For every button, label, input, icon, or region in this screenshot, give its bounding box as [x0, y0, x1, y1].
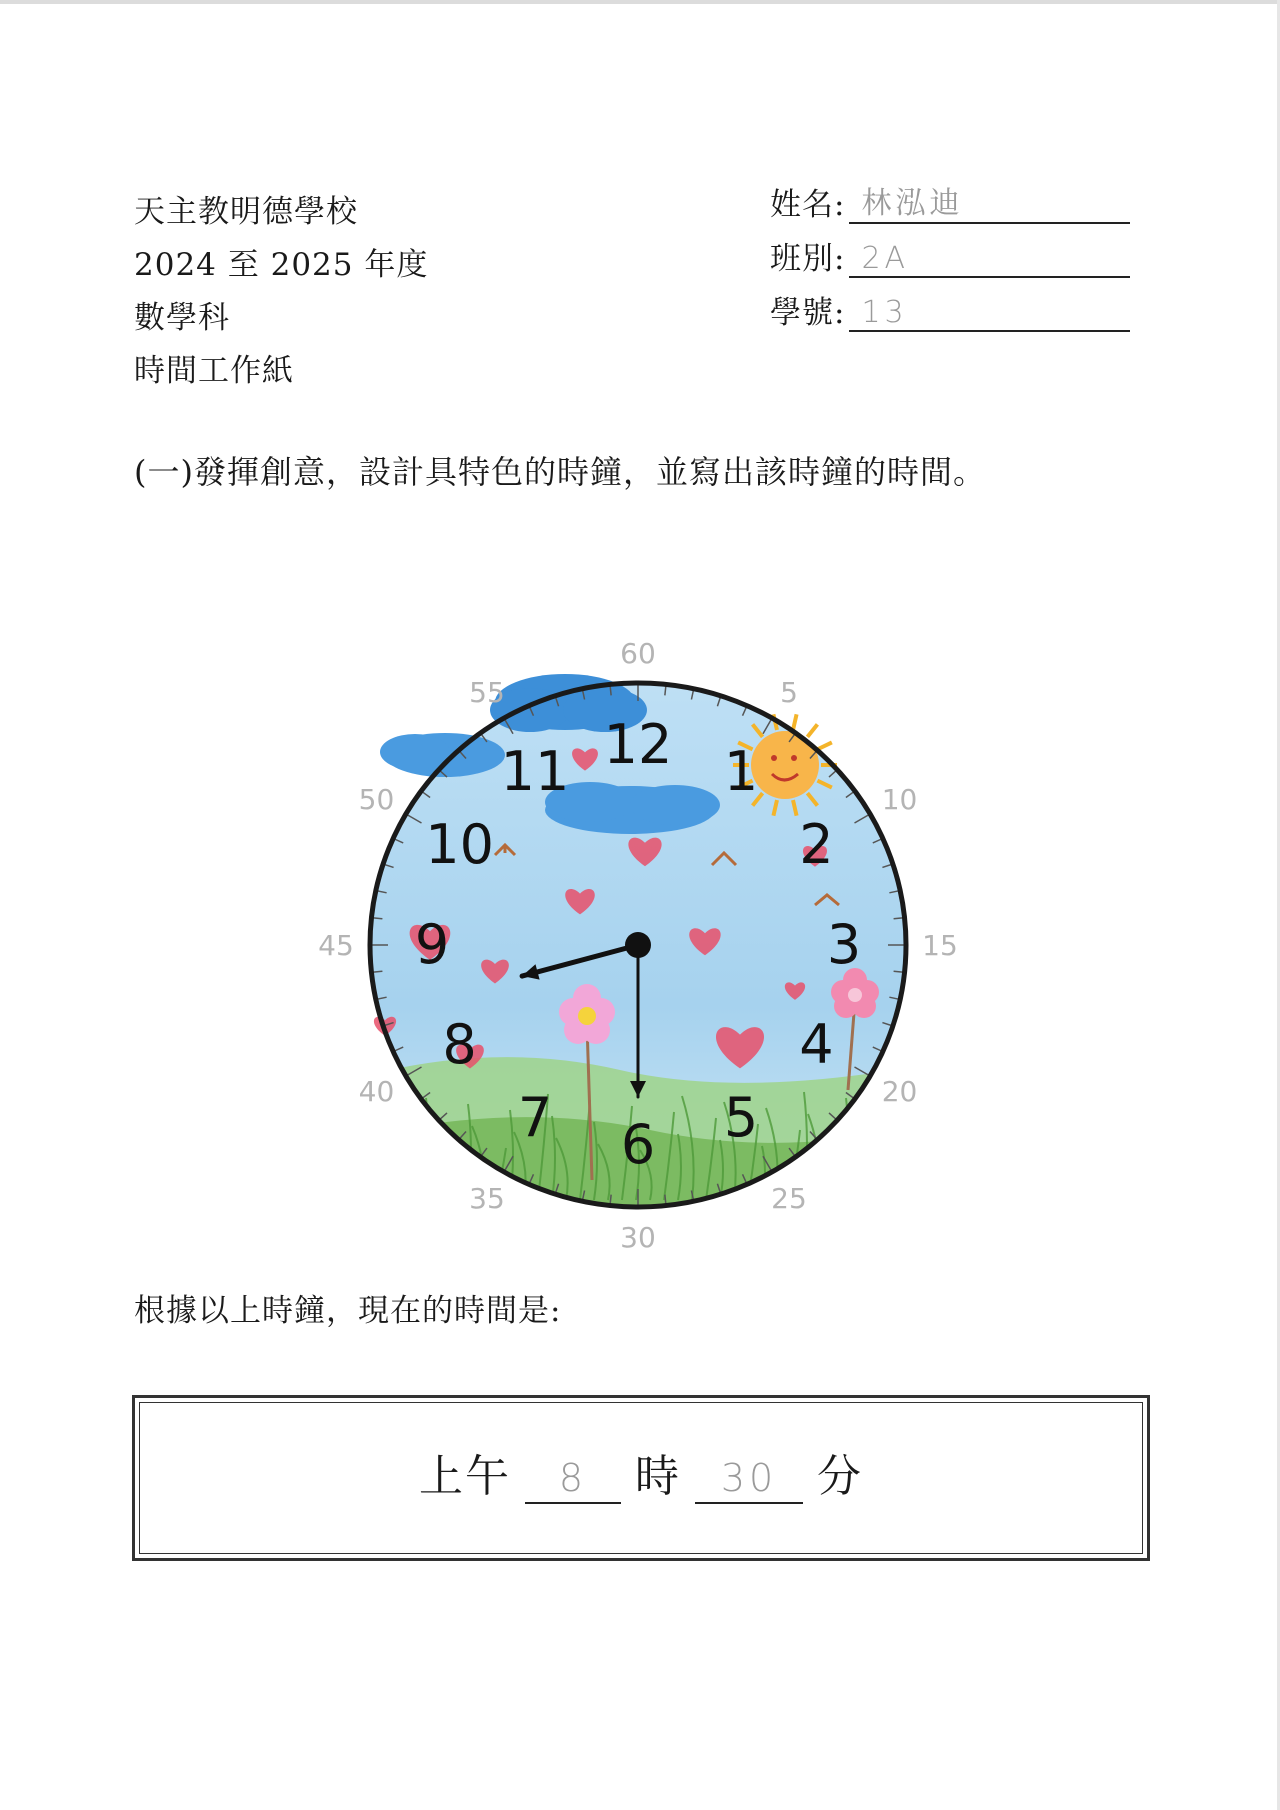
- hour-number: 10: [425, 813, 494, 876]
- name-value: 林泓迪: [861, 186, 964, 221]
- sun-ray: [793, 714, 797, 730]
- grass-blade: [384, 1092, 387, 1200]
- minute-tick: [665, 1195, 666, 1204]
- clock-drawing: [290, 637, 958, 1260]
- grass-blade: [850, 1120, 862, 1200]
- hour-unit-label: 時: [635, 1451, 681, 1502]
- number-field[interactable]: [849, 290, 1130, 332]
- hour-number: 8: [442, 1013, 477, 1076]
- student-info: [770, 170, 1130, 332]
- hour-number: 6: [620, 1113, 656, 1176]
- class-label: 班別:: [770, 241, 846, 277]
- grass-blade: [874, 1142, 884, 1200]
- worksheet-header: [134, 186, 428, 398]
- grass-blade: [388, 1114, 400, 1200]
- grass-blade: [426, 1098, 429, 1200]
- minute-label: 25: [771, 1181, 807, 1215]
- minute-answer-value: 30: [720, 1456, 778, 1500]
- question-text: (一)發揮創意，設計具特色的時鐘，並寫出該時鐘的時間。: [134, 453, 986, 491]
- hour-number: 12: [603, 713, 673, 776]
- minute-label: 5: [780, 676, 798, 710]
- minute-label: 10: [881, 783, 918, 816]
- number-value: 13: [861, 295, 908, 330]
- grass-blade: [454, 1142, 464, 1200]
- minute-tick: [894, 918, 903, 919]
- hour-number: 1: [723, 739, 759, 803]
- hour-number: 4: [799, 1013, 834, 1076]
- grass-blade: [888, 1104, 891, 1200]
- school-year: 2024 至 2025 年度: [134, 247, 429, 283]
- sun-ray: [807, 724, 817, 737]
- worksheet-title: 時間工作紙: [134, 353, 294, 389]
- minute-label: 30: [620, 1221, 656, 1254]
- number-label: 學號:: [770, 295, 846, 331]
- number-row: [770, 278, 1130, 332]
- am-pm-label: 上午: [419, 1451, 511, 1502]
- hour-number: 5: [723, 1086, 759, 1150]
- minute-tick: [894, 971, 903, 972]
- time-prompt: 根據以上時鐘，現在的時間是:: [134, 1293, 562, 1329]
- clock-svg: [290, 637, 958, 1260]
- hour-number: 9: [414, 913, 450, 976]
- minute-unit-label: 分: [817, 1451, 863, 1502]
- answer-line: [135, 1440, 1147, 1504]
- name-row: [770, 170, 1130, 224]
- hour-answer-value: 8: [558, 1456, 588, 1500]
- minute-label: 35: [469, 1181, 505, 1215]
- hour-number: 2: [799, 813, 834, 876]
- minute-label: 55: [469, 676, 505, 710]
- clock-center-pin: [625, 932, 651, 958]
- grass-blade: [430, 1120, 442, 1200]
- minute-label: 20: [881, 1075, 918, 1108]
- class-field[interactable]: [849, 236, 1130, 278]
- scan-top-edge: [0, 0, 1280, 4]
- subject: 數學科: [134, 300, 230, 336]
- grass-blade: [412, 1136, 422, 1200]
- minute-answer-field[interactable]: [695, 1450, 803, 1504]
- sun-ray: [817, 742, 831, 749]
- minute-tick: [373, 918, 382, 919]
- class-value: 2A: [861, 241, 910, 276]
- grass-blade: [916, 1148, 926, 1200]
- minute-tick: [665, 686, 666, 695]
- school-name: 天主教明德學校: [134, 194, 358, 230]
- minute-label: 40: [358, 1075, 395, 1108]
- hour-answer-field[interactable]: [525, 1450, 621, 1504]
- class-row: [770, 224, 1130, 278]
- hour-number: 7: [517, 1086, 553, 1150]
- name-field[interactable]: [849, 182, 1130, 224]
- hour-number: 11: [500, 739, 570, 803]
- minute-tick: [610, 1195, 611, 1204]
- name-label: 姓名:: [770, 187, 846, 223]
- minute-tick: [610, 686, 611, 695]
- minute-label: 15: [922, 929, 958, 962]
- minute-tick: [373, 971, 382, 972]
- minute-label: 60: [620, 637, 656, 670]
- cloud-icon: [380, 733, 505, 777]
- minute-label: 50: [358, 783, 395, 816]
- grass-blade: [370, 1130, 380, 1200]
- minute-label: 45: [318, 929, 354, 962]
- grass-blade: [832, 1136, 842, 1200]
- hour-number: 3: [826, 913, 862, 976]
- answer-box: [132, 1395, 1150, 1561]
- grass-blade: [892, 1126, 904, 1200]
